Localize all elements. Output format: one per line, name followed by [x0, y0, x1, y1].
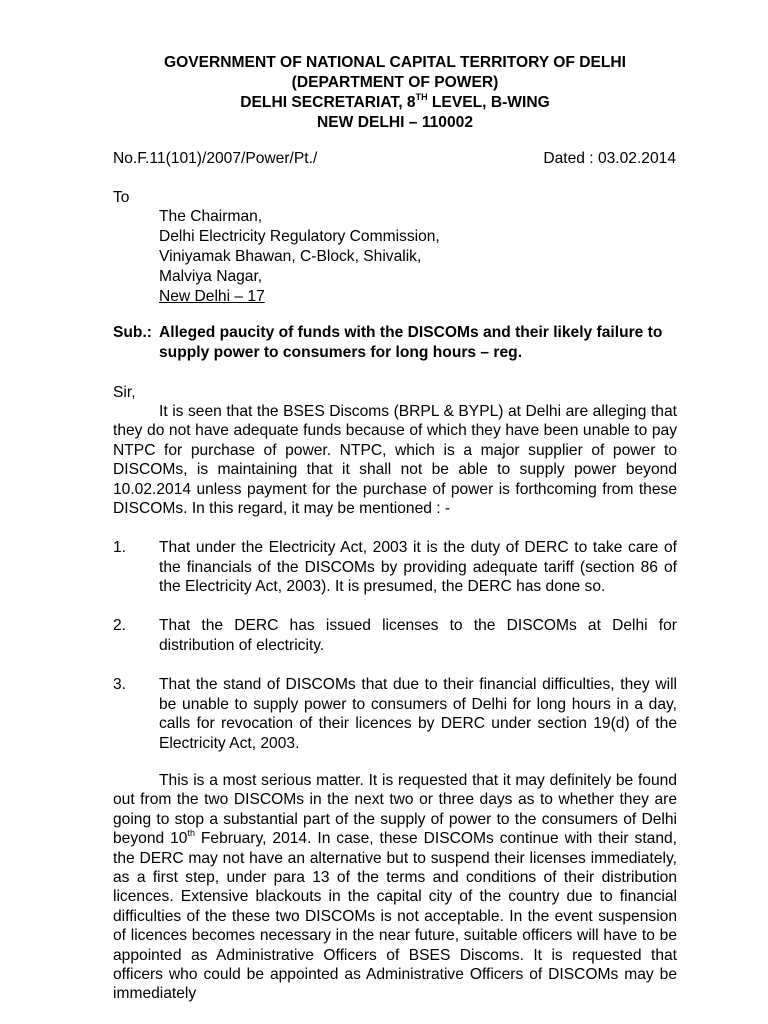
list-item-number: 2. [113, 617, 127, 634]
letterhead-address-sup: TH [415, 91, 428, 102]
intro-paragraph: It is seen that the BSES Discoms (BRPL & BYPL) at Delhi are alleging that they do not have adequate funds because of which they have been unable to pay NTPC for purchase of power. NTPC, which is a major supplier of power to DISCOMs, is maintaining that it shall not be able to supply power beyond 10.02.2014 unless payment for the purchase of power is forthcoming from these DISCOMs. In this regard, it may be mentioned : - [113, 403, 677, 518]
letterhead-address [0, 93, 768, 113]
to-label: To [113, 189, 130, 206]
addressee-line: Malviya Nagar, [159, 268, 263, 285]
addressee-line: Delhi Electricity Regulatory Commission, [159, 228, 440, 245]
list-item-number: 3. [113, 676, 127, 693]
salutation: Sir, [113, 384, 136, 401]
letterhead-department: (DEPARTMENT OF POWER) [291, 74, 499, 91]
reference-line [113, 149, 676, 169]
letterhead-address-post: LEVEL, B-WING [427, 94, 550, 111]
addressee-block [159, 207, 440, 307]
letterhead-address-pre: DELHI SECRETARIAT, 8 [240, 94, 416, 111]
letterhead-government: GOVERNMENT OF NATIONAL CAPITAL TERRITORY OF DELHI [163, 54, 627, 71]
letter-date: Dated : 03.02.2014 [543, 150, 676, 167]
reference-number: No.F.11(101)/2007/Power/Pt./ [113, 150, 318, 167]
subject-label: Sub.: [113, 324, 152, 341]
closing-paragraph [113, 771, 677, 1004]
letterhead-city: NEW DELHI – 110002 [316, 114, 473, 131]
list-item-number: 1. [113, 539, 127, 556]
subject-text: Alleged paucity of funds with the DISCOMs and their likely failure to supply power to consumers for long hours – reg. [159, 324, 663, 361]
closing-ordinal: th [187, 828, 195, 839]
letterhead [0, 53, 768, 133]
list-item-text: That the DERC has issued licenses to the DISCOMs at Delhi for distribution of electricity. [159, 617, 677, 654]
closing-text-part1: This is a most serious matter. It is requested that it may definitely be found out from the two DISCOMs in the next two or three days as to whether they are going to stop a substantial part of the supply of power to the consumers of Delhi beyond 10 [113, 772, 677, 848]
addressee-city: New Delhi – 17 [159, 288, 265, 305]
list-item-text: That the stand of DISCOMs that due to their financial difficulties, they will be unable to supply power to consumers of Delhi for long hours in a day, calls for revocation of their licences by DERC under section 19(d) of the Electricity Act, 2003. [159, 676, 677, 752]
list-item-text: That under the Electricity Act, 2003 it is the duty of DERC to take care of the financials of the DISCOMs by providing adequate tariff (section 86 of the Electricity Act, 2003). It is presumed, the DERC has done so. [159, 539, 677, 596]
addressee-line [159, 287, 440, 307]
closing-text-part2: February, 2014. In case, these DISCOMs continue with their stand, the DERC may not have an alternative but to suspend their licenses immediately, as a first step, under para 13 of the terms and conditions of their distribution licences. Extensive blackouts in the capital city of the country due to financial difficulties of the these two DISCOMs is not acceptable. In the event suspension of licences becomes necessary in the near future, suitable officers will have to be appointed as Administrative Officers of BSES Discoms. It is requested that officers who could be appointed as Administrative Officers of DISCOMs may be immediately [113, 830, 678, 1003]
addressee-line: Viniyamak Bhawan, C-Block, Shivalik, [159, 248, 422, 265]
addressee-line: The Chairman, [159, 208, 263, 225]
